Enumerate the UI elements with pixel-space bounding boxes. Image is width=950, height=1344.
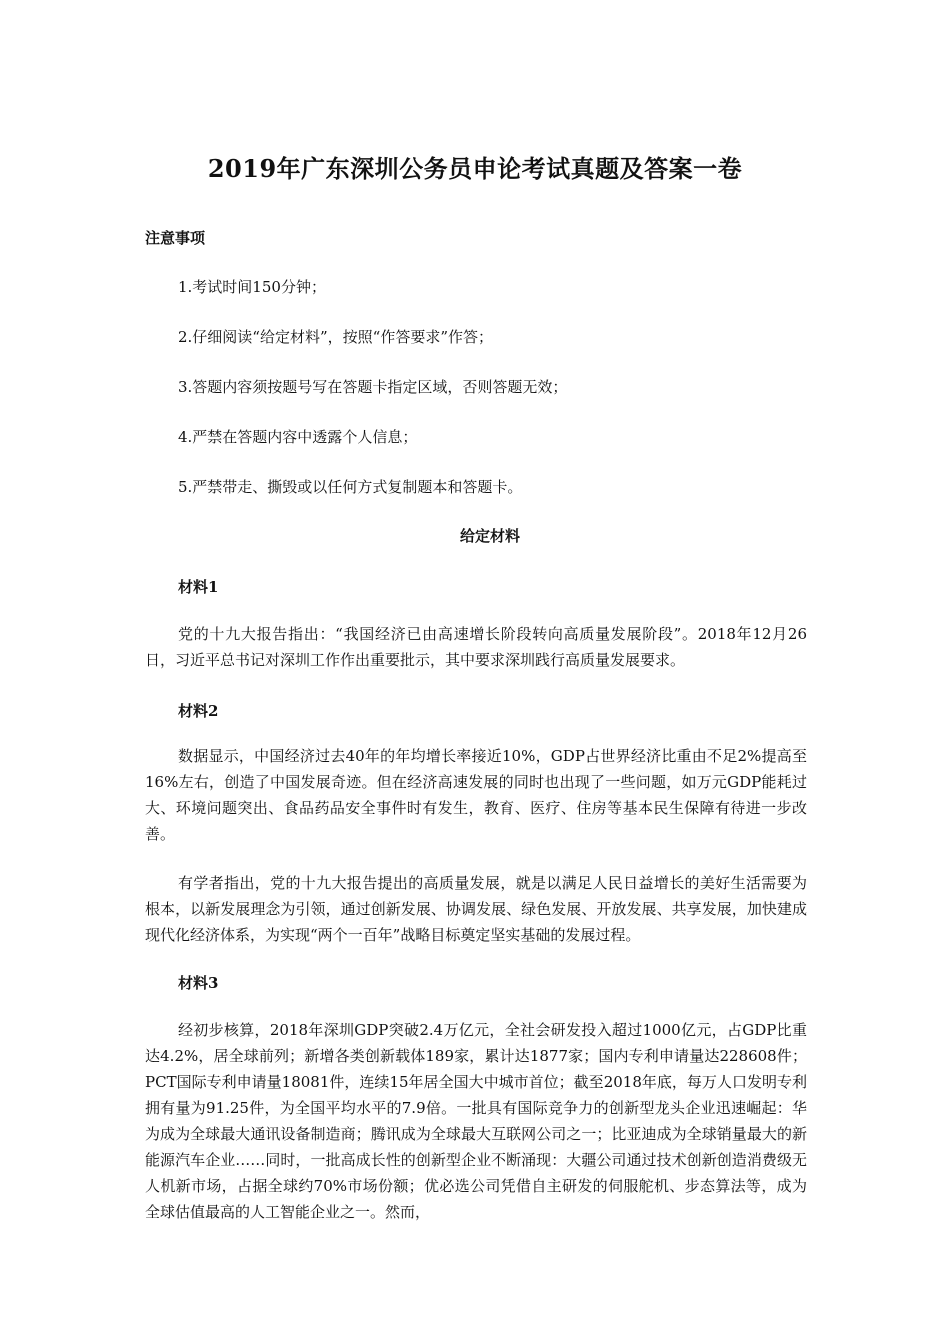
notice-heading: 注意事项 xyxy=(145,229,206,247)
material-paragraph: 有学者指出，党的十九大报告提出的高质量发展，就是以满足人民日益增长的美好生活需要为根本，以新发展理念为引领，通过创新发展、协调发展、绿色发展、开放发展、共享发展，加快建成现代化经济体系，为实现“两个一百年”战略目标奠定坚实基础的发展过程。 xyxy=(145,874,807,944)
material-heading: 材料1 xyxy=(178,578,219,596)
notice-item: 1.考试时间150分钟； xyxy=(178,278,326,296)
material-heading: 材料2 xyxy=(178,702,219,720)
document-title: 2019年广东深圳公务员申论考试真题及答案一卷 xyxy=(207,154,743,184)
notice-item: 4.严禁在答题内容中透露个人信息； xyxy=(178,428,418,446)
notice-item: 5.严禁带走、撕毁或以任何方式复制题本和答题卡。 xyxy=(178,478,523,496)
notice-item: 2.仔细阅读“给定材料”，按照“作答要求”作答； xyxy=(178,328,493,346)
material-paragraph: 数据显示，中国经济过去40年的年均增长率接近10%，GDP占世界经济比重由不足2%提高至16%左右，创造了中国发展奇迹。但在经济高速发展的同时也出现了一些问题，如万元GDP能耗过大、环境问题突出、食品药品安全事件时有发生，教育、医疗、住房等基本民生保障有待进一步改善。 xyxy=(145,747,807,843)
material-paragraph: 党的十九大报告指出：“我国经济已由高速增长阶段转向高质量发展阶段”。2018年12月26日，习近平总书记对深圳工作作出重要批示，其中要求深圳践行高质量发展要求。 xyxy=(145,625,807,669)
notice-item: 3.答题内容须按题号写在答题卡指定区域，否则答题无效； xyxy=(178,378,568,396)
material-paragraph: 经初步核算，2018年深圳GDP突破2.4万亿元，全社会研发投入超过1000亿元，占GDP比重达4.2%，居全球前列；新增各类创新载体189家，累计达1877家；国内专利申请量达228608件；PCT国际专利申请量18081件，连续15年居全国大中城市首位；截至2018年底，每万人口发明专利拥有量为91.25件，为全国平均水平的7.9倍。一批具有国际竞争力的创新型龙头企业迅速崛起：华为成为全球最大通讯设备制造商；腾讯成为全球最大互联网公司之一；比亚迪成为全球销量最大的新能源汽车企业……同时，一批高成长性的创新型企业不断涌现：大疆公司通过技术创新创造消费级无人机新市场，占据全球约70%市场份额；优必选公司凭借自主研发的伺服舵机、步态算法等，成为全球估值最高的人工智能企业之一。然而， xyxy=(145,1021,807,1221)
material-heading: 材料3 xyxy=(178,974,219,992)
materials-heading: 给定材料 xyxy=(459,527,520,545)
